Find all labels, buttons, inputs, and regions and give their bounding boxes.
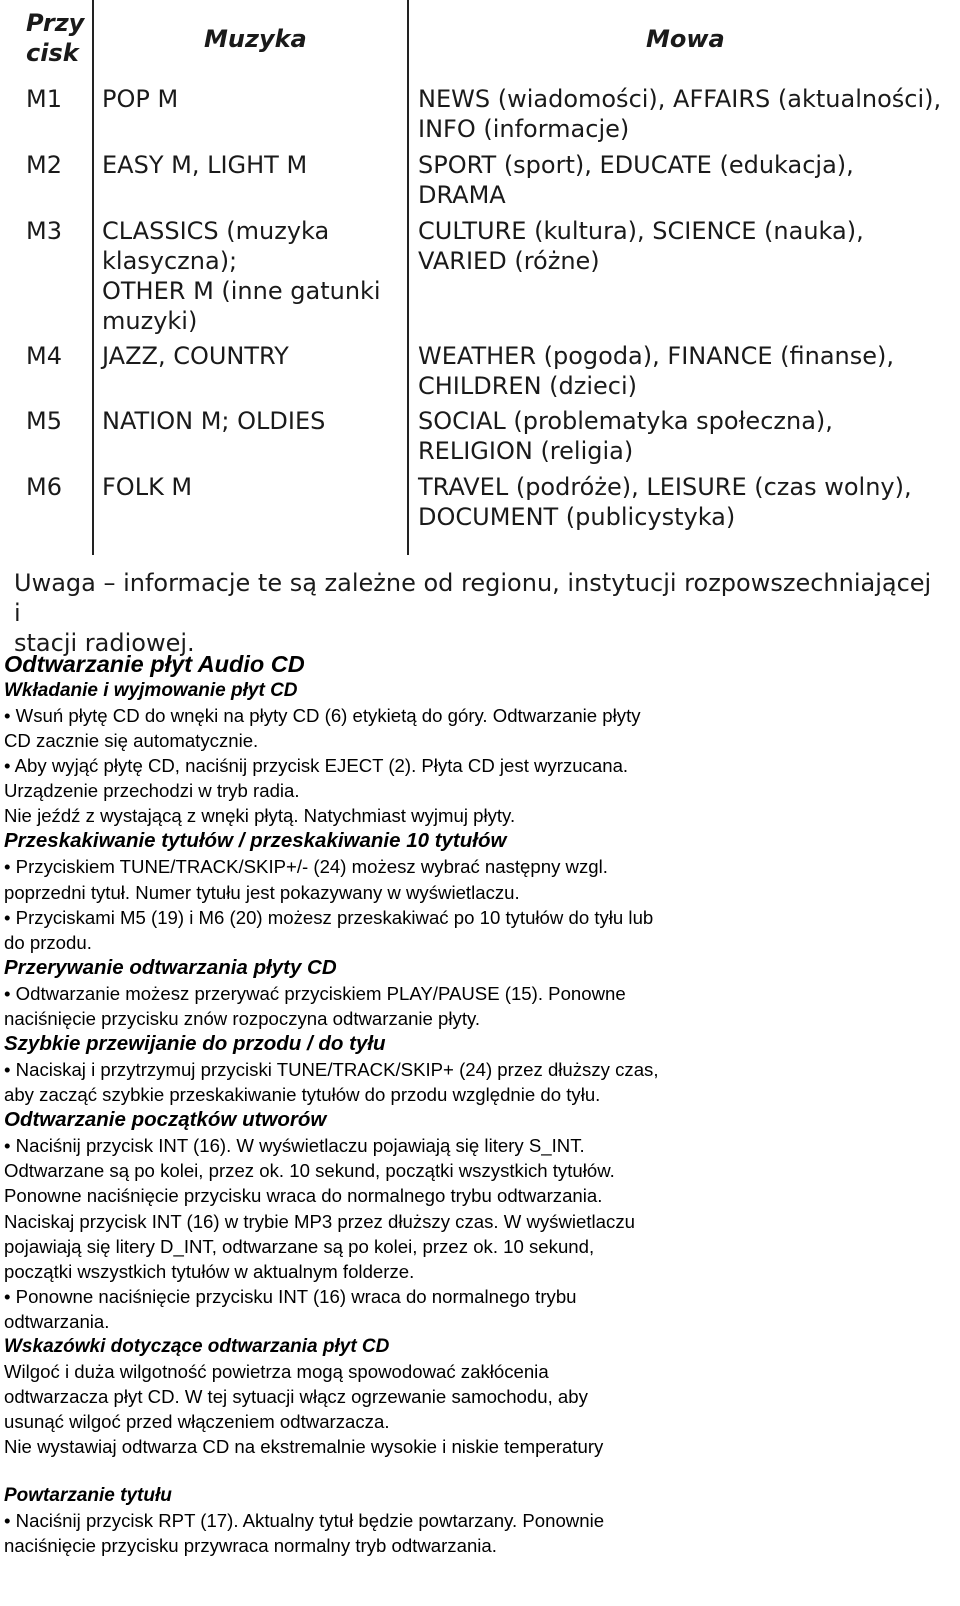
paragraph-line: początki wszystkich tytułów w aktualnym folderze. xyxy=(4,1260,415,1282)
note-line: stacji radiowej. xyxy=(14,629,195,657)
paragraph-line: Urządzenie przechodzi w tryb radia. xyxy=(4,780,300,802)
cell-line: TRAVEL (podróże), LEISURE (czas wolny), xyxy=(418,473,912,501)
program-type-table xyxy=(0,0,960,657)
header-button-line: cisk xyxy=(26,39,79,67)
paragraph-line: naciśnięcie przycisku znów rozpoczyna odtwarzanie płyty. xyxy=(4,1007,481,1029)
paragraph-line: usunąć wilgoć przed włączeniem odtwarzacza. xyxy=(4,1411,390,1433)
row-speech xyxy=(418,84,948,144)
cell-line: klasyczna); xyxy=(102,247,238,275)
spacer xyxy=(4,1459,944,1483)
paragraph-line: Odtwarzane są po kolei, przez ok. 10 sekund, początki wszystkich tytułów. xyxy=(4,1160,615,1182)
cell-line: VARIED (różne) xyxy=(418,247,600,275)
cell-line: JAZZ, COUNTRY xyxy=(102,342,289,370)
section-heading: Wskazówki dotyczące odtwarzania płyt CD xyxy=(4,1335,390,1357)
cell-line: POP M xyxy=(102,85,179,113)
row-speech xyxy=(418,472,948,532)
cell-line: RELIGION (religia) xyxy=(418,437,634,465)
row-music xyxy=(102,150,402,180)
header-button-line: Przy xyxy=(26,9,85,37)
paragraph-line: • Przyciskami M5 (19) i M6 (20) możesz przeskakiwać po 10 tytułów do tyłu lub xyxy=(4,906,654,928)
paragraph-line: • Naciśnij przycisk INT (16). W wyświetlaczu pojawiają się litery S_INT. xyxy=(4,1135,585,1157)
cell-line: WEATHER (pogoda), FINANCE (finanse), xyxy=(418,342,895,370)
paragraph-line: Nie jeźdź z wystającą z wnęki płytą. Natychmiast wyjmuj płyty. xyxy=(4,805,516,827)
paragraph-line: CD zacznie się automatycznie. xyxy=(4,730,259,752)
cell-line: NATION M; OLDIES xyxy=(102,407,326,435)
row-button: M1 xyxy=(26,85,62,113)
row-button: M3 xyxy=(26,217,62,245)
cell-line: FOLK M xyxy=(102,473,193,501)
row-button: M2 xyxy=(26,151,62,179)
paragraph-line: aby zacząć szybkie przeskakiwanie tytułów do przodu względnie do tyłu. xyxy=(4,1084,601,1106)
cell-line: DRAMA xyxy=(418,181,506,209)
section-title: Odtwarzanie płyt Audio CD xyxy=(4,651,305,677)
cell-line: CLASSICS (muzyka xyxy=(102,217,330,245)
paragraph-line: • Odtwarzanie możesz przerywać przyciskiem PLAY/PAUSE (15). Ponowne xyxy=(4,982,626,1004)
paragraph-line: poprzedni tytuł. Numer tytułu jest pokazywany w wyświetlaczu. xyxy=(4,881,520,903)
cell-line: NEWS (wiadomości), AFFAIRS (aktualności), xyxy=(418,85,942,113)
header-speech-column: Mowa xyxy=(646,25,725,53)
paragraph-line: pojawiają się litery D_INT, odtwarzane są po kolei, przez ok. 10 sekund, xyxy=(4,1235,595,1257)
cell-line: DOCUMENT (publicystyka) xyxy=(418,503,736,531)
paragraph-line: • Aby wyjąć płytę CD, naciśnij przycisk EJECT (2). Płyta CD jest wyrzucana. xyxy=(4,755,629,777)
column-divider xyxy=(407,0,409,555)
paragraph-line: Ponowne naciśnięcie przycisku wraca do normalnego trybu odtwarzania. xyxy=(4,1185,603,1207)
row-speech xyxy=(418,150,948,210)
cell-line: muzyki) xyxy=(102,307,198,335)
paragraph-line: do przodu. xyxy=(4,931,92,953)
cell-line: CHILDREN (dzieci) xyxy=(418,372,638,400)
column-divider xyxy=(92,0,94,555)
row-button: M4 xyxy=(26,342,62,370)
paragraph-line: Wilgoć i duża wilgotność powietrza mogą spowodować zakłócenia xyxy=(4,1360,549,1382)
row-music xyxy=(102,406,402,436)
cell-line: SOCIAL (problematyka społeczna), xyxy=(418,407,833,435)
section-heading: Szybkie przewijanie do przodu / do tyłu xyxy=(4,1032,386,1056)
row-speech xyxy=(418,216,948,276)
document-body xyxy=(4,650,944,1559)
row-button: M5 xyxy=(26,407,62,435)
section-heading: Przerywanie odtwarzania płyty CD xyxy=(4,955,337,979)
note-line: Uwaga – informacje te są zależne od regionu, instytucji rozpowszechniającej i xyxy=(14,569,932,627)
row-button: M6 xyxy=(26,473,62,501)
section-heading: Przeskakiwanie tytułów / przeskakiwanie 10 tytułów xyxy=(4,829,507,853)
cell-line: OTHER M (inne gatunki xyxy=(102,277,381,305)
paragraph-line: Nie wystawiaj odtwarza CD na ekstremalnie wysokie i niskie temperatury xyxy=(4,1436,604,1458)
cell-line: EASY M, LIGHT M xyxy=(102,151,308,179)
cell-line: SPORT (sport), EDUCATE (edukacja), xyxy=(418,151,854,179)
paragraph-line: • Wsuń płytę CD do wnęki na płyty CD (6) etykietą do góry. Odtwarzanie płyty xyxy=(4,705,641,726)
row-speech xyxy=(418,341,948,401)
header-music-column: Muzyka xyxy=(204,25,307,53)
row-music xyxy=(102,472,402,502)
cell-line: CULTURE (kultura), SCIENCE (nauka), xyxy=(418,217,864,245)
paragraph-line: • Naciśnij przycisk RPT (17). Aktualny tytuł będzie powtarzany. Ponownie xyxy=(4,1510,605,1532)
paragraph-line: Naciskaj przycisk INT (16) w trybie MP3 przez dłuższy czas. W wyświetlaczu xyxy=(4,1210,635,1232)
paragraph-line: • Naciskaj i przytrzymuj przyciski TUNE/TRACK/SKIP+ (24) przez dłuższy czas, xyxy=(4,1059,659,1081)
cell-line: INFO (informacje) xyxy=(418,115,630,143)
paragraph-line: odtwarzacza płyt CD. W tej sytuacji włącz ogrzewanie samochodu, aby xyxy=(4,1386,588,1408)
row-music xyxy=(102,84,402,114)
paragraph-line: naciśnięcie przycisku przywraca normalny tryb odtwarzania. xyxy=(4,1535,497,1557)
row-music xyxy=(102,216,402,336)
section-heading: Odtwarzanie początków utworów xyxy=(4,1108,327,1132)
section-heading: Powtarzanie tytułu xyxy=(4,1485,172,1507)
paragraph-line: odtwarzania. xyxy=(4,1310,110,1332)
paragraph-line: • Przyciskiem TUNE/TRACK/SKIP+/- (24) możesz wybrać następny wzgl. xyxy=(4,856,608,878)
row-music xyxy=(102,341,402,371)
header-button-column xyxy=(26,8,84,68)
paragraph-line: • Ponowne naciśnięcie przycisku INT (16) wraca do normalnego trybu xyxy=(4,1285,577,1307)
section-heading: Wkładanie i wyjmowanie płyt CD xyxy=(4,680,298,701)
table-note xyxy=(14,568,944,658)
row-speech xyxy=(418,406,948,466)
